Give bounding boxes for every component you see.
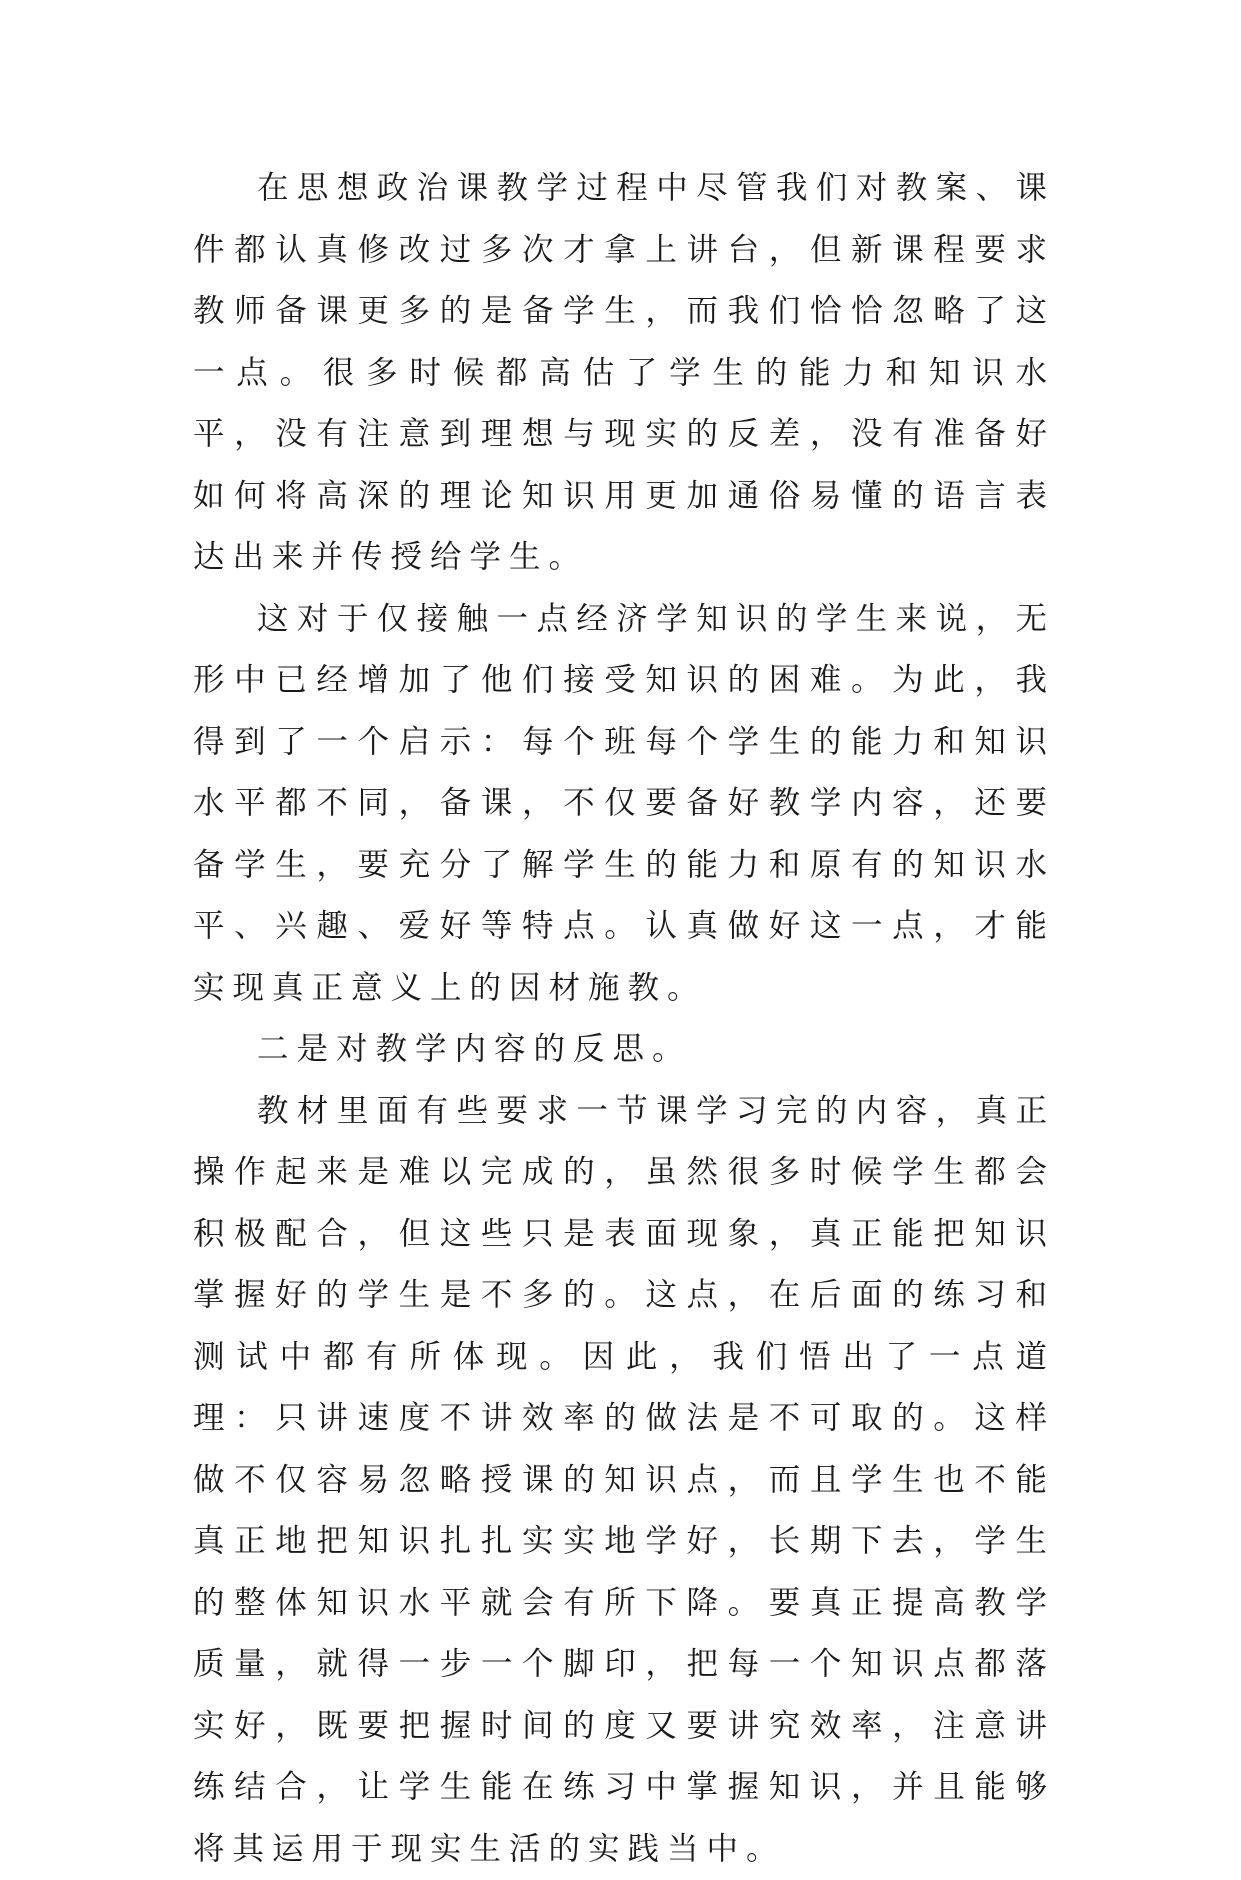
paragraph-1: 在思想政治课教学过程中尽管我们对教案、课件都认真修改过多次才拿上讲台，但新课程要求教师备课更多的是备学生，而我们恰恰忽略了这一点。很多时候都高估了学生的能力和知识水平，没有注意到理想与现实的反差，没有准备好如何将高深的理论知识用更加通俗易懂的语言表达出来并传授给学生。 (193, 158, 1055, 589)
paragraph-3: 二是对教学内容的反思。 (193, 1019, 1055, 1081)
document-body (193, 158, 1055, 1880)
paragraph-2: 这对于仅接触一点经济学知识的学生来说，无形中已经增加了他们接受知识的困难。为此，我得到了一个启示：每个班每个学生的能力和知识水平都不同，备课，不仅要备好教学内容，还要备学生，要充分了解学生的能力和原有的知识水平、兴趣、爱好等特点。认真做好这一点，才能实现真正意义上的因材施教。 (193, 589, 1055, 1020)
paragraph-4: 教材里面有些要求一节课学习完的内容，真正操作起来是难以完成的，虽然很多时候学生都会积极配合，但这些只是表面现象，真正能把知识掌握好的学生是不多的。这点，在后面的练习和测试中都有所体现。因此，我们悟出了一点道理：只讲速度不讲效率的做法是不可取的。这样做不仅容易忽略授课的知识点，而且学生也不能真正地把知识扎扎实实地学好，长期下去，学生的整体知识水平就会有所下降。要真正提高教学质量，就得一步一个脚印，把每一个知识点都落实好，既要把握时间的度又要讲究效率，注意讲练结合，让学生能在练习中掌握知识，并且能够将其运用于现实生活的实践当中。 (193, 1081, 1055, 1880)
